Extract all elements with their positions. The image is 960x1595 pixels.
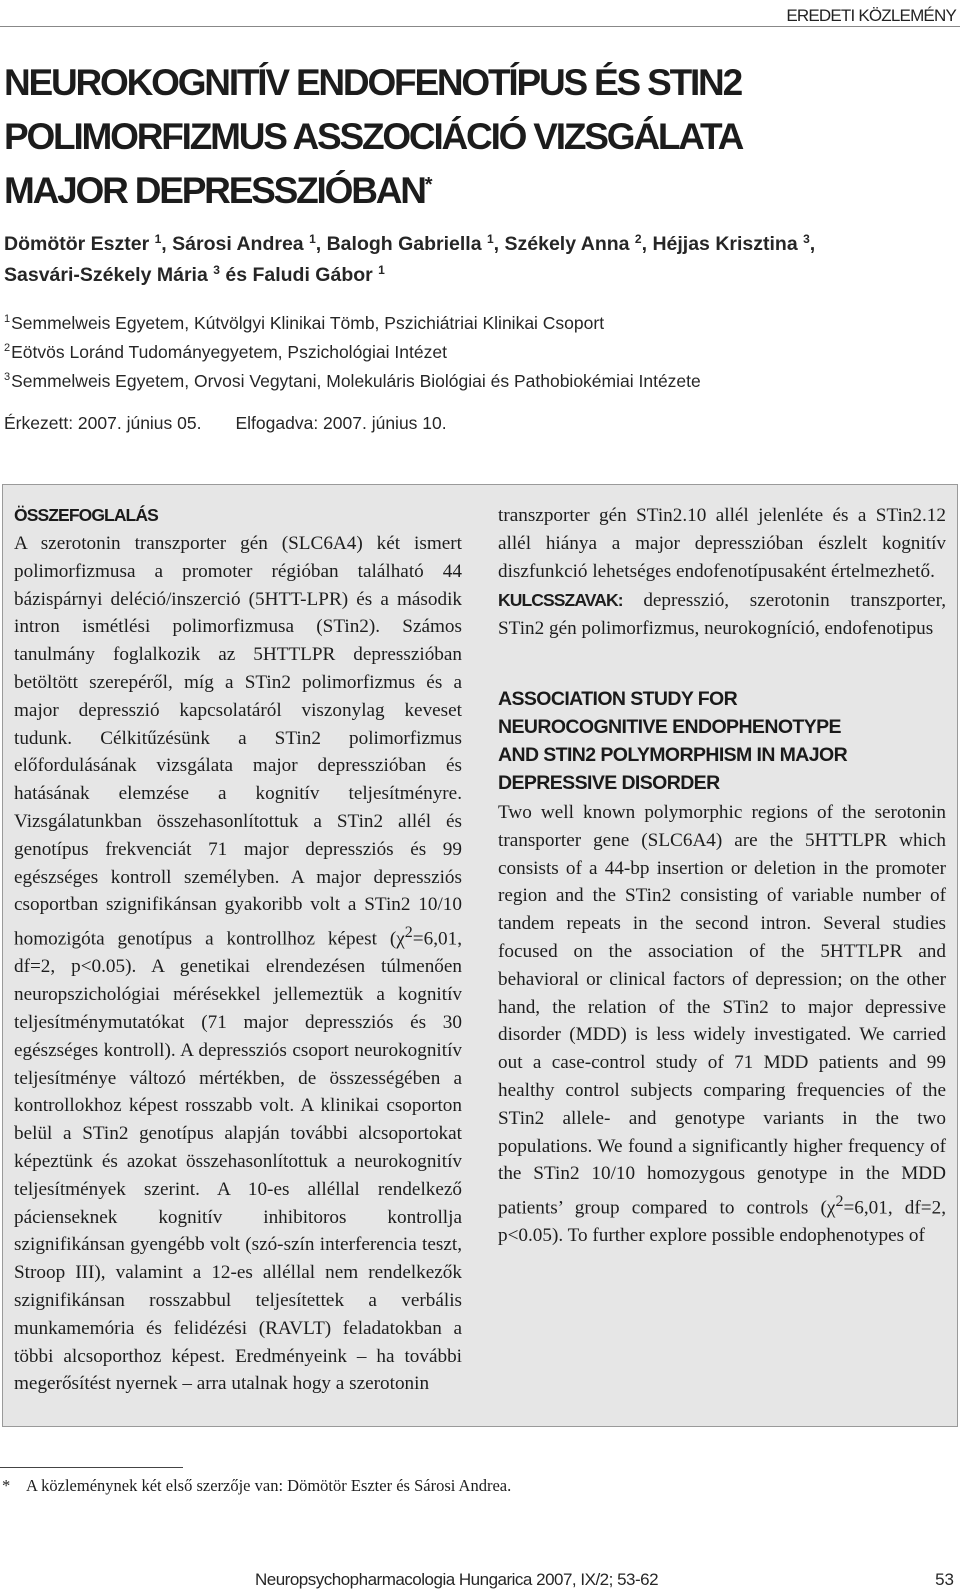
author-affiliation-mark: 2 (634, 232, 642, 246)
author-affiliation-mark: 1 (309, 232, 316, 246)
author-name: Sárosi Andrea (172, 233, 304, 255)
author-name: Sasvári-Székely Mária (4, 264, 208, 286)
dates-line (4, 413, 447, 434)
affiliation-number: 2 (4, 342, 11, 354)
footnote-text: A közleménynek két első szerzője van: Dömötör Eszter és Sárosi Andrea. (26, 1476, 512, 1495)
author-affiliation-mark: 1 (378, 263, 385, 277)
chi-symbol: χ (826, 1197, 836, 1219)
english-title (498, 685, 946, 797)
abstract-right-column (498, 502, 946, 1250)
author-separator: , (161, 233, 173, 255)
journal-citation: Neuropsychopharmacologia Hungarica 2007, IX/2; 53-62 (255, 1570, 659, 1589)
title-line-2: POLIMORFIZMUS ASSZOCIÁCIÓ VIZSGÁLATA (4, 116, 743, 157)
author-name: Székely Anna (504, 233, 630, 255)
author-affiliation-mark: 3 (213, 263, 220, 277)
affiliation (4, 310, 954, 339)
abstract-heading: ÖSSZEFOGLALÁS (14, 505, 158, 525)
author-name: Dömötör Eszter (4, 233, 150, 255)
author-name: Faludi Gábor (252, 264, 373, 286)
keywords-text: depresszió, szerotonin transzporter, STin2 gén polimorfizmus, neurokogníció, endofenotipus (498, 590, 946, 640)
abstract-hu-text-part-2: =6,01, df=2, p<0.05). A genetikai elrendezésen túlmenően neuropszichológiai mérésekkel jellemeztük a kognitív teljesítménymutatókat (71 major depressziós és 30 egészséges kontroll). A depressziós csoport neurokognitív teljesítménye változó mértékben, de összességében a kontrollokhoz képest rosszabb volt. A klinikai csoporton belül a STin2 genotípus alapján további alcsoportokat képeztünk és azokat összehasonlítottuk a neurokognitív teljesítmények szerint. A 10-es alléllal rendelkező pácienseknek kognitív inhibitoros kontrollja szignifikánsan gyengébb volt (szó-szín interferencia teszt, Stroop III), valamint a 12-es alléllal nem rendelkezők szignifikánsan rosszabbul teljesítettek a verbális munkamemória és felidézési (RAVLT) feladatokban a többi alcsoporthoz képest. Eredményeink – ha további megerősítést nyernek – arra utalnak hogy a szerotonin (14, 928, 462, 1395)
affiliation-text: Semmelweis Egyetem, Kútvölgyi Klinikai Tömb, Pszichiátriai Klinikai Csoport (11, 313, 605, 333)
author (652, 233, 815, 255)
title-line-1: NEUROKOGNITÍV ENDOFENOTÍPUS ÉS STIN2 (4, 62, 741, 103)
article-title (4, 56, 934, 218)
english-title-line: ASSOCIATION STUDY FOR (498, 687, 738, 710)
affiliation-number: 3 (4, 371, 11, 383)
affiliation-text: Eötvös Loránd Tudományegyetem, Pszichológiai Intézet (11, 342, 447, 362)
english-title-line: DEPRESSIVE DISORDER (498, 771, 720, 794)
footnote-rule (0, 1467, 183, 1468)
chi-superscript: 2 (404, 924, 413, 942)
affiliation (4, 368, 954, 397)
affiliation-number: 1 (4, 313, 11, 325)
author-affiliation-mark: 1 (486, 232, 494, 246)
keywords-label: KULCSSZAVAK: (498, 590, 623, 611)
author (4, 264, 220, 286)
author-name: Héjjas Krisztina (652, 233, 798, 255)
affiliation-list (4, 310, 954, 397)
author-separator: , (809, 233, 816, 255)
affiliation (4, 339, 954, 368)
abstract-hu-continued: transzporter gén STin2.10 allél jelenléte és a STin2.12 allél hiánya a major depresszióban észlelt kognitív diszfunkció lehetséges endofenotípusaként értelmezhető. (498, 505, 946, 582)
author-list (4, 230, 954, 292)
accepted-date: Elfogadva: 2007. június 10. (235, 413, 447, 433)
author (252, 264, 384, 286)
title-line-3-text: MAJOR DEPRESSZIÓBAN (4, 170, 425, 211)
chi-symbol: χ (396, 928, 405, 950)
author (172, 233, 326, 255)
author-separator: , (315, 233, 327, 255)
abstract-en-text (498, 799, 946, 1250)
abstract-hu-text-part-1: A szerotonin transzporter gén (SLC6A4) két ismert polimorfizmusa a promoter régióban található 44 bázispárnyi deléció/inszerció (5HTT-LPR) és a második intron ismétlési polimorfizmusa (STin2). Számos tanulmány foglalkozik az 5HTTLPR depresszióban betöltött szerepéről, míg a STin2 polimorfizmus és a major depresszió kapcsolatáról viszonylag keveset tudunk. Célkitűzésünk a STin2 polimorfizmus előfordulásának vizsgálata major depresszióban és hatásának elemzése a kognitív teljesítményre. Vizsgálatunkban összehasonlítottuk a STin2 allél és genotípus frekvenciát 71 major depressziós és 99 egészséges kontroll személyben. A major depressziós csoportban szignifikánsan gyakoribb volt a STin2 10/10 homozigóta genotípus a kontrollhoz képest ( (14, 533, 462, 950)
author-affiliation-mark: 3 (803, 232, 810, 246)
english-title-line: NEUROCOGNITIVE ENDOPHENOTYPE (498, 715, 841, 738)
abstract-en-text-part-2: =6,01, df=2, p<0.05). To further explore possible endophenotypes of (498, 1197, 946, 1247)
english-title-line: AND STIN2 POLYMORPHISM IN MAJOR (498, 743, 848, 766)
affiliation-text: Semmelweis Egyetem, Orvosi Vegytani, Molekuláris Biológiai és Pathobiokémiai Intézete (11, 371, 701, 391)
author (505, 233, 653, 255)
title-footnote-mark: * (424, 174, 433, 196)
abstract-en-text-part-1: Two well known polymorphic regions of the serotonin transporter gene (SLC6A4) are the 5HTTLPR which consists of a 44-bp insertion or deletion in the promoter region and the STin2 consisting of variable number of tandem repeats in the second intron. Several studies focused on the association of the 5HTTLPR and behavioral or clinical factors of depression; on the other hand, the relation of the STin2 to major depressive disorder (MDD) is less widely investigated. We carried out a case-control study of 71 MDD patients and 99 healthy control subjects comparing frequencies of the STin2 allele- and genotype variants in the two populations. We found a significantly higher frequency of the STin2 10/10 homozygous genotype in the MDD patients’ group compared to controls ( (498, 801, 946, 1219)
keywords (498, 587, 946, 643)
author-name: Balogh Gabriella (326, 233, 482, 255)
author-conjunction: és (225, 264, 248, 286)
header-rule (0, 26, 960, 27)
author-affiliation-mark: 1 (154, 232, 162, 246)
page-number: 53 (935, 1570, 954, 1589)
footnote-mark: * (2, 1476, 11, 1495)
author-separator: , (641, 233, 653, 255)
footnote (2, 1476, 511, 1496)
author (327, 233, 505, 255)
title-line-3 (4, 164, 934, 218)
author (4, 233, 172, 255)
section-label: EREDETI KÖZLEMÉNY (786, 6, 956, 25)
chi-superscript: 2 (835, 1193, 844, 1211)
abstract-hu-text (14, 530, 462, 1398)
received-date: Érkezett: 2007. június 05. (4, 413, 202, 433)
abstract-left-column (14, 502, 462, 1398)
author-separator: , (493, 233, 505, 255)
